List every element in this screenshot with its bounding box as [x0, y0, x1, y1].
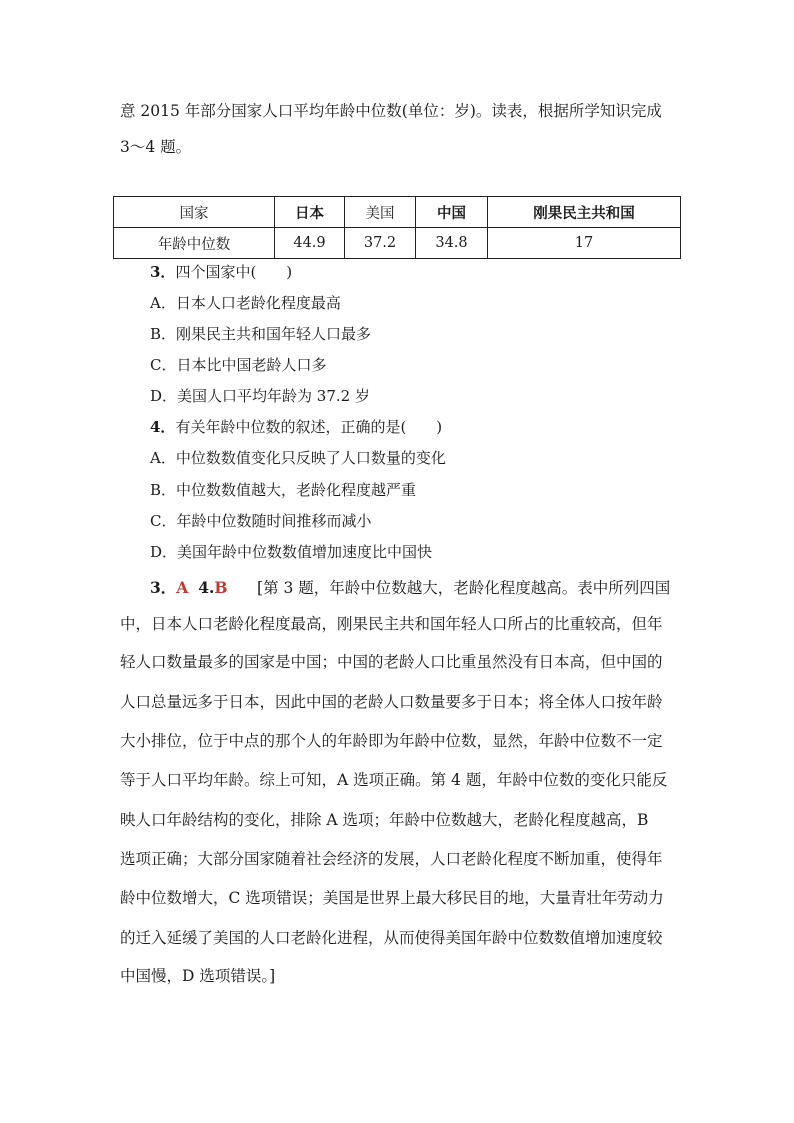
table-cell: 34.8 — [416, 228, 488, 259]
answer-line: 中国慢，D 选项错误。] — [120, 967, 276, 985]
answer-line: 映人口年龄结构的变化，排除 A 选项；年龄中位数越大，老龄化程度越高，B — [120, 811, 649, 829]
answer-line: 人口总量远多于日本，因此中国的老龄人口数量要多于日本；将全体人口按年龄 — [120, 693, 663, 711]
table-cell: 刚果民主共和国 — [488, 197, 681, 228]
answer-line: 大小排位，位于中点的那个人的年龄即为年龄中位数，显然，年龄中位数不一定 — [120, 732, 663, 750]
option: B．中位数数值越大，老龄化程度越严重 — [150, 481, 417, 499]
answer-line: 轻人口数量最多的国家是中国；中国的老龄人口比重虽然没有日本高，但中国的 — [120, 653, 663, 671]
answer-text: [第 3 题，年龄中位数越大，老龄化程度越高。表中所列四国 — [257, 579, 671, 597]
answer-line: 的迁入延缓了美国的人口老龄化进程，从而使得美国年龄中位数数值增加速度较 — [120, 929, 663, 947]
option: A．日本人口老龄化程度最高 — [150, 294, 341, 312]
table-row — [114, 228, 681, 259]
option: C．日本比中国老龄人口多 — [150, 356, 327, 374]
table-cell: 17 — [488, 228, 681, 259]
answer-number: 4. — [198, 578, 215, 597]
option: D．美国年龄中位数数值增加速度比中国快 — [150, 543, 433, 561]
table-cell: 37.2 — [345, 228, 416, 259]
answer-key-3: A — [176, 578, 189, 597]
answer-line: 中，日本人口老龄化程度最高，刚果民主共和国年轻人口所占的比重较高，但年 — [120, 615, 663, 633]
table-header-row — [114, 197, 681, 228]
table-cell: 中国 — [416, 197, 488, 228]
table-cell: 年龄中位数 — [114, 228, 275, 259]
question-stem: 有关年龄中位数的叙述，正确的是( ) — [175, 418, 443, 436]
question-4 — [150, 417, 442, 437]
option: B．刚果民主共和国年轻人口最多 — [150, 325, 372, 343]
answer-key-4: B — [214, 578, 228, 597]
intro-line-2: 3～4 题。 — [120, 138, 192, 156]
answer-line: 选项正确；大部分国家随着社会经济的发展，人口老龄化程度不断加重，使得年 — [120, 850, 663, 868]
age-median-table — [113, 196, 681, 259]
option: D．美国人口平均年龄为 37.2 岁 — [150, 387, 370, 405]
question-number: 4． — [150, 418, 176, 436]
option: A．中位数数值变化只反映了人口数量的变化 — [150, 449, 446, 467]
answer-line — [150, 578, 710, 598]
option: C．年龄中位数随时间推移而减小 — [150, 512, 372, 530]
table-cell: 44.9 — [275, 228, 345, 259]
table-cell: 美国 — [345, 197, 416, 228]
question-stem: 四个国家中( ) — [175, 263, 293, 281]
table-cell: 国家 — [114, 197, 275, 228]
table-cell: 日本 — [275, 197, 345, 228]
intro-line-1: 意 2015 年部分国家人口平均年龄中位数(单位：岁)。读表，根据所学知识完成 — [120, 102, 662, 120]
question-3 — [150, 262, 292, 282]
question-number: 3． — [150, 263, 176, 281]
answer-line: 龄中位数增大，C 选项错误；美国是世界上最大移民目的地，大量青壮年劳动力 — [120, 889, 664, 907]
answer-number: 3． — [150, 578, 177, 597]
answer-line: 等于人口平均年龄。综上可知，A 选项正确。第 4 题，年龄中位数的变化只能反 — [120, 771, 668, 789]
